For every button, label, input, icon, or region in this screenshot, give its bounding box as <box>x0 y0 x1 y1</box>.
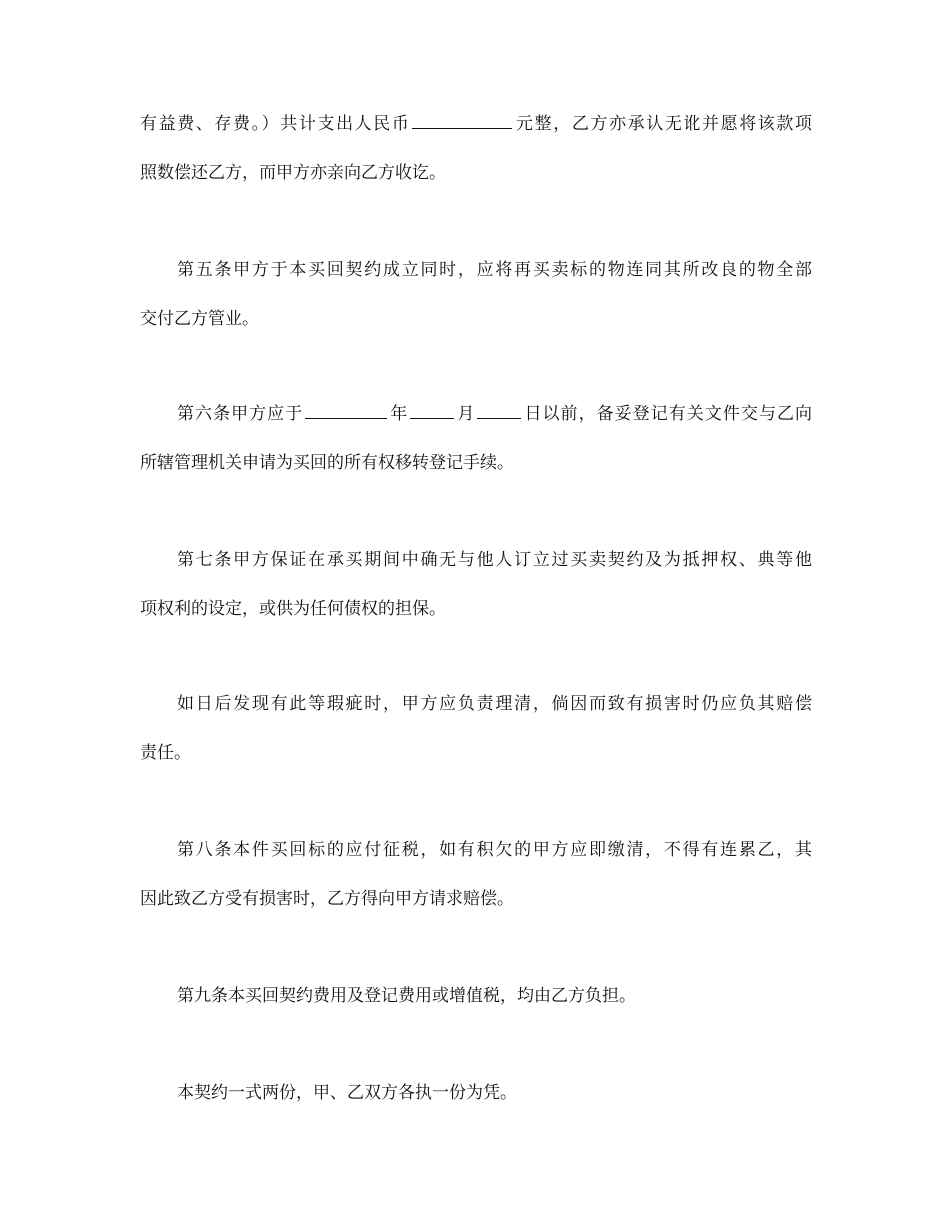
paragraph-line: 本契约一式两份，甲、乙双方各执一份为凭。 <box>177 1083 517 1103</box>
paragraph-line <box>140 390 812 439</box>
month-label: 月 <box>456 404 476 424</box>
year-blank <box>305 398 387 419</box>
paragraph-line: 项权利的设定，或供为任何债权的担保。 <box>140 599 446 619</box>
amount-blank <box>412 108 512 129</box>
text-segment: 日以前，备妥登记有关文件交与乙向 <box>523 404 813 424</box>
paragraph-line: 第五条甲方于本买回契约成立同时，应将再买卖标的物连同其所改良的物全部 <box>177 260 812 280</box>
text-segment: 元整，乙方亦承认无讹并愿将该款项 <box>514 114 813 134</box>
paragraph-line: 责任。 <box>140 743 191 763</box>
paragraph-line: 第八条本件买回标的应付征税，如有积欠的甲方应即缴清，不得有连累乙，其 <box>177 840 812 860</box>
paragraph-payment-clause <box>140 100 812 198</box>
paragraph-line: 交付乙方管业。 <box>140 309 259 329</box>
paragraph-article-9 <box>140 972 812 1021</box>
month-blank <box>410 398 454 419</box>
paragraph-line: 所辖管理机关申请为买回的所有权移转登记手续。 <box>140 453 514 473</box>
paragraph-article-7 <box>140 536 812 634</box>
paragraph-line: 第七条甲方保证在承买期间中确无与他人订立过买卖契约及为抵押权、典等他 <box>177 550 812 570</box>
paragraph-line: 第九条本买回契约费用及登记费用或增值税，均由乙方负担。 <box>177 986 636 1006</box>
paragraph-line: 照数偿还乙方，而甲方亦亲向乙方收讫。 <box>140 163 446 183</box>
paragraph-line <box>140 100 812 149</box>
text-segment: 第六条甲方应于 <box>177 404 304 424</box>
paragraph-article-6 <box>140 390 812 488</box>
paragraph-article-8 <box>140 826 812 924</box>
paragraph-defect-liability <box>140 680 812 778</box>
paragraph-copies-clause <box>140 1069 812 1118</box>
text-segment: 有益费、存费。）共计支出人民币 <box>140 114 411 134</box>
paragraph-article-5 <box>140 246 812 344</box>
day-blank <box>477 398 521 419</box>
paragraph-line: 因此致乙方受有损害时，乙方得向甲方请求赔偿。 <box>140 889 514 909</box>
paragraph-line: 如日后发现有此等瑕疵时，甲方应负责理清，倘因而致有损害时仍应负其赔偿 <box>177 694 812 714</box>
year-label: 年 <box>389 404 409 424</box>
